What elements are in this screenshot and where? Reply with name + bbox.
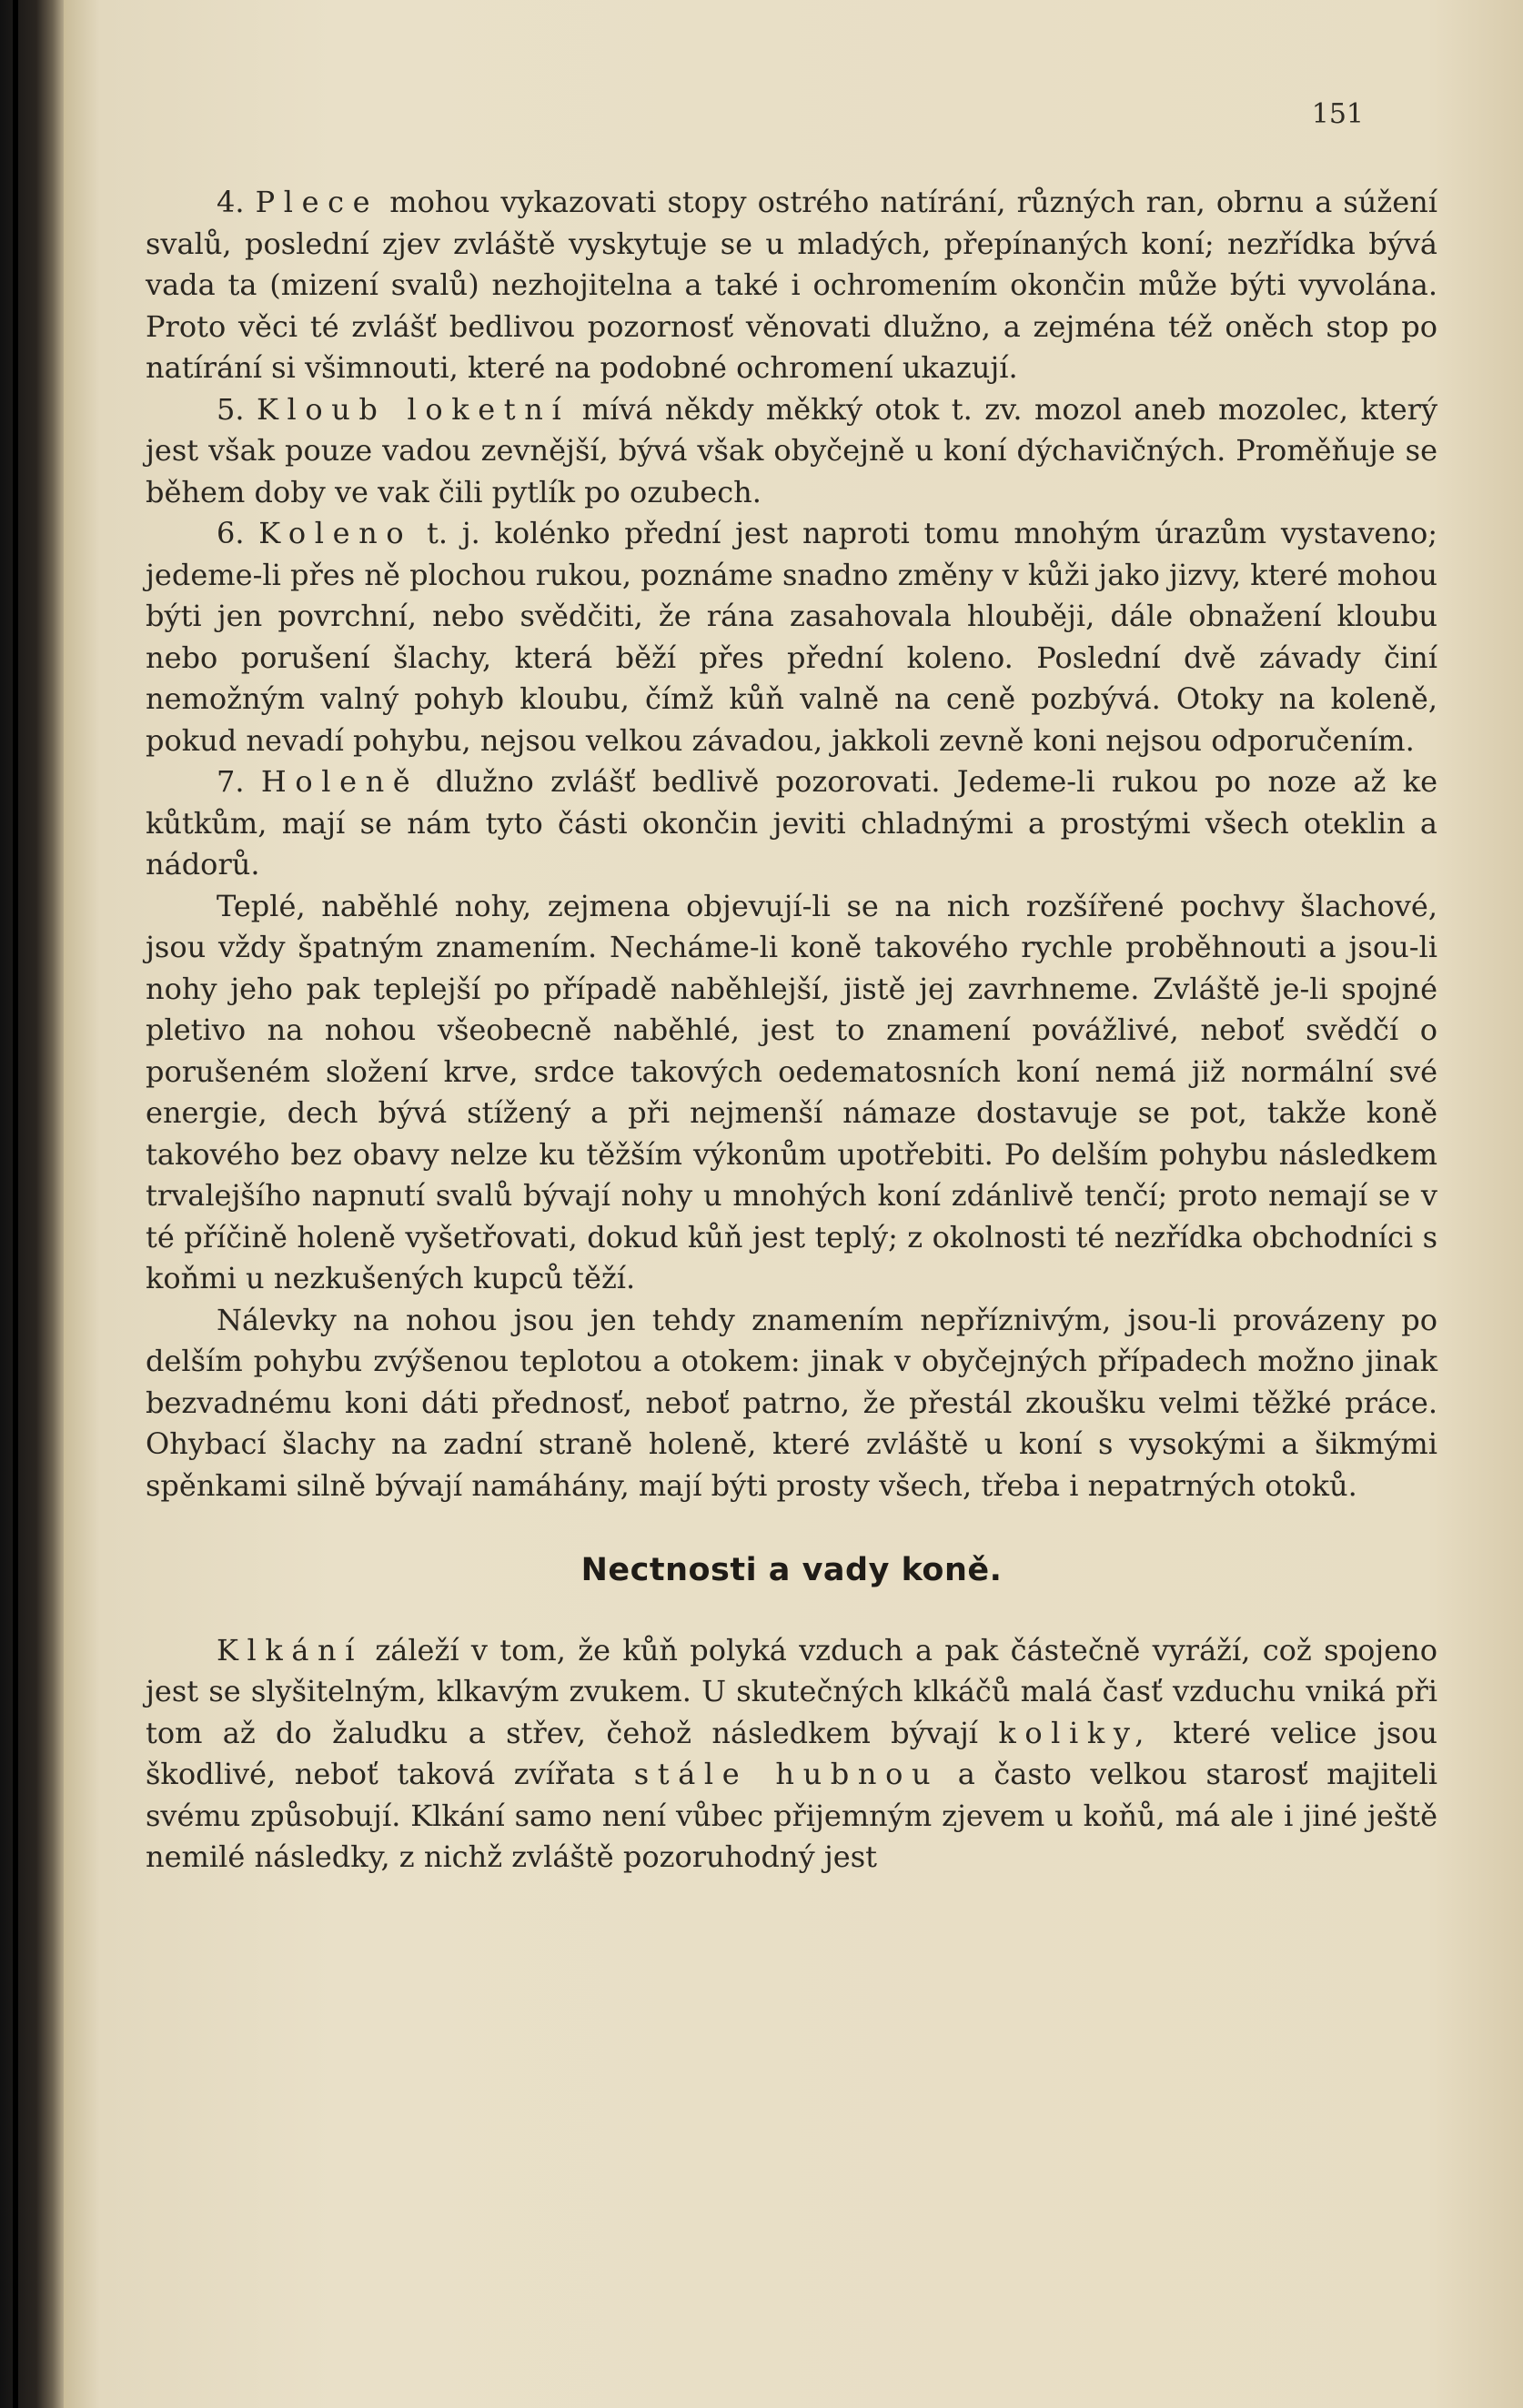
paragraph-text: dlužno zvlášť bedlivě pozorovati. Jedeme-li rukou po noze až ke kůtkům, mají se nám tyto části okončin jeviti chladnými a prostými všech oteklin a nádorů. [146, 764, 1438, 882]
paragraph-text: a často velkou starosť majiteli svému způsobují. Klkání samo není vůbec přijemným zjevem u koňů, má ale i jiné ještě nemilé následky, z nichž zvláště pozoruhodný jest [146, 1757, 1438, 1874]
paragraph-number: 7. [217, 764, 245, 799]
book-page [64, 0, 1523, 2408]
book-binding-shadow [0, 0, 64, 2408]
spaced-term: Klkání [217, 1632, 364, 1667]
spaced-term: koliky, [998, 1715, 1154, 1750]
paragraph-kloub-loketni [146, 389, 1437, 514]
page-number: 151 [1311, 98, 1364, 130]
paragraph-number: 4. [217, 185, 245, 219]
paragraph-nalevky [146, 1300, 1437, 1507]
spaced-term: Kloub loketní [257, 391, 570, 427]
paragraph-text: mohou vykazovati stopy ostrého natírání, různých ran, obrnu a súžení svalů, poslední zjev zvláště vyskytuje se u mladých, přepínaných koní; nezřídka bývá vada ta (mizení svalů) nezhojitelna a také i ochromením okončin může býti vyvolána. Proto věci té zvlášť bedlivou pozornosť věnovati dlužno, a zejména též oněch stop po natírání si všimnouti, které na podobné ochromení ukazují. [146, 185, 1438, 385]
paragraph-number: 5. [217, 391, 245, 427]
spine-edge [13, 0, 18, 2408]
spaced-term: Plece [255, 185, 379, 219]
spaced-term: stále hubnou [633, 1757, 940, 1791]
paragraph-text: t. j. kolénko přední jest naproti tomu mnohým úrazům vystaveno; jedeme-li přes ně plochou rukou, poznáme snadno změny v kůži jako jizvy, které mohou býti jen povrchní, nebo svědčiti, že rána zasahovala hlouběji, dále obnažení kloubu nebo porušení šlachy, která běží přes přední koleno. Poslední dvě závady činí nemožným valný pohyb kloubu, čímž kůň valně na ceně pozbývá. Otoky na koleně, pokud nevadí pohybu, nejsou velkou závadou, jakkoli zevně koni nejsou odporučením. [146, 516, 1438, 758]
page-body [146, 182, 1437, 1879]
paragraph-text: mívá někdy měkký otok t. zv. mozol aneb mozolec, který jest však pouze vadou zevnější, bývá však obyčejně u koní dýchavičných. Proměňuje se během doby ve vak čili pytlík po ozubech. [146, 391, 1438, 509]
paragraph-number: 6. [217, 516, 245, 550]
spaced-term: Koleno [258, 516, 413, 550]
spaced-term: Holeně [260, 764, 419, 799]
paragraph-text: Nálevky na nohou jsou jen tehdy znamením nepříznivým, jsou-li provázeny po delším pohybu zvýšenou teplotou a otokem: jinak v obyčejných případech možno jinak bezvadnému koni dáti přednosť, neboť patrno, že přestál zkoušku velmi těžké práce. Ohybací šlachy na zadní straně holeně, které zvláště u koní s vysokými a šikmými spěnkami silně bývají namáhány, mají býti prosty všech, třeba i nepatrných otoků. [146, 1302, 1437, 1503]
paragraph-text: Teplé, naběhlé nohy, zejmena objevují-li se na nich rozšířené pochvy šlachové, jsou vždy špatným znamením. Necháme-li koně takového rychle proběhnouti a jsou-li nohy jeho pak teplejší po případě naběhlejší, jistě jej zavrhneme. Zvláště je-li spojné pletivo na nohou všeobecně naběhlé, jest to znamení povážlivé, neboť svědčí o porušeném složení krve, srdce takových oedematosních koní nemá již normální své energie, dech bývá stížený a při nejmenší námaze dostavuje se pot, takže koně takového bez obavy nelze ku těžším výkonům upotřebiti. Po delším pohybu následkem trvalejšího napnutí svalů bývají nohy u mnohých koní zdánlivě tenčí; proto nemají se v té příčině holeně vyšetřovati, dokud kůň jest teplý; z okolnosti té nezřídka obchodníci s koňmi u nezkušených kupců těží. [146, 888, 1437, 1295]
section-heading: Nectnosti a vady koně. [580, 1552, 1003, 1588]
paragraph-text: záleží v tom, že kůň polyká vzduch a pak částečně vyráží, což spojeno jest se slyšitelným, klkavým zvukem. U skutečných klkáčů malá časť vzduchu vniká při tom až do žaludku a střev, čehož následkem bývají [146, 1632, 1438, 1750]
paragraph-holene [146, 761, 1437, 886]
paragraph-teple-nohy [146, 886, 1437, 1300]
paragraph-plece [146, 182, 1437, 389]
paragraph-klkani [146, 1630, 1437, 1879]
paragraph-koleno [146, 513, 1437, 761]
paragraph-text: které velice jsou škodlivé, neboť taková zvířata [146, 1715, 1438, 1791]
